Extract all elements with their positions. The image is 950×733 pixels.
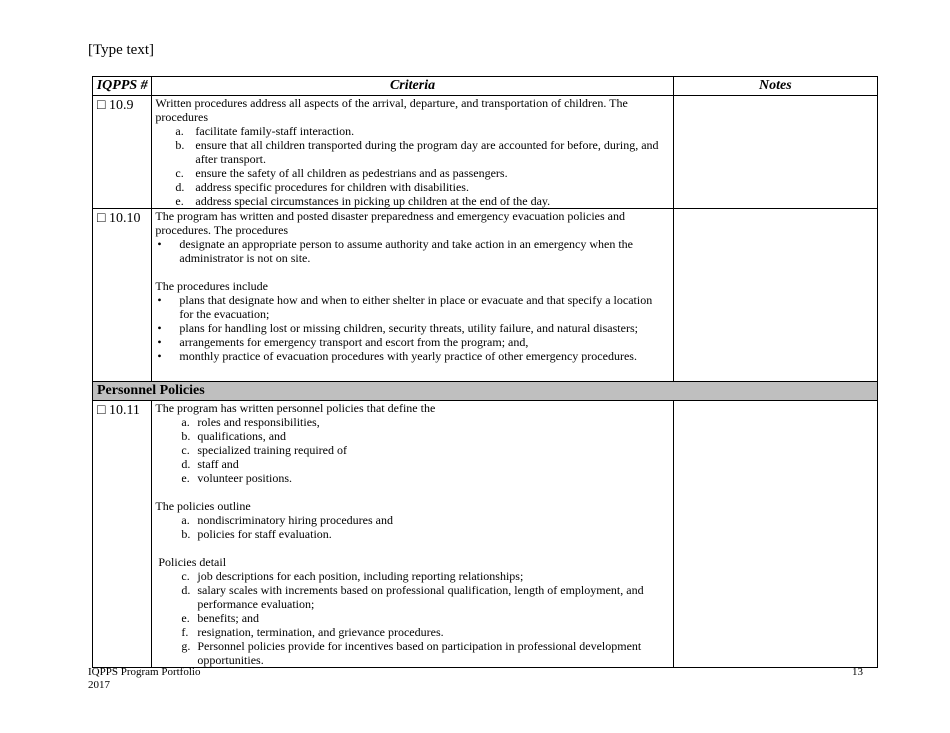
bullet-icon: • — [157, 293, 162, 307]
list-item: b. policies for staff evaluation. — [181, 527, 332, 541]
section-header-row — [93, 382, 878, 401]
criterion-subintro: The procedures include — [155, 279, 268, 293]
criterion-intro: The program has written personnel policies that define the — [155, 401, 436, 415]
bullet-icon: • — [157, 321, 162, 335]
section-title: Personnel Policies — [93, 382, 878, 401]
list-item: c. ensure the safety of all children as pedestrians and as passengers. — [175, 166, 508, 180]
criterion-id[interactable]: □ 10.11 — [93, 401, 152, 668]
list-item: a. roles and responsibilities, — [181, 415, 320, 429]
footer-title: IQPPS Program Portfolio — [88, 666, 201, 678]
list-item: d. address specific procedures for children with disabilities. — [175, 180, 469, 194]
footer-year: 2017 — [88, 679, 110, 691]
table-row — [93, 96, 878, 209]
table-row — [93, 401, 878, 668]
bullet-item: • plans that designate how and when to either shelter in place or evacuate and that specify a location for the evacuation; — [157, 293, 653, 321]
list-item: g. Personnel policies provide for incentives based on participation in professional development opportunities. — [181, 639, 642, 667]
list-item: e. address special circumstances in picking up children at the end of the day. — [175, 194, 551, 208]
criterion-id[interactable]: □ 10.9 — [93, 96, 152, 209]
criterion-id[interactable]: □ 10.10 — [93, 209, 152, 382]
page-header-text: [Type text] — [88, 42, 155, 58]
bullet-item: • designate an appropriate person to assume authority and take action in an emergency when the administrator is not on site. — [157, 237, 633, 265]
list-item: c. specialized training required of — [181, 443, 347, 457]
table-header-row — [93, 77, 878, 96]
footer-left — [88, 666, 200, 692]
criterion-text — [152, 209, 673, 382]
table-row — [93, 209, 878, 382]
bullet-item: • monthly practice of evacuation procedures with yearly practice of other emergency procedures. — [157, 349, 637, 363]
list-item: b. ensure that all children transported during the program day are accounted for before, during, and after transport. — [175, 138, 659, 166]
list-item: a. facilitate family-staff interaction. — [175, 124, 355, 138]
criterion-intro: Written procedures address all aspects of the arrival, departure, and transportation of children. The procedures — [155, 96, 628, 124]
header-iqpps: IQPPS # — [93, 77, 152, 96]
criterion-text — [152, 401, 673, 668]
list-item: e. benefits; and — [181, 611, 260, 625]
criterion-text — [152, 96, 673, 209]
header-criteria: Criteria — [152, 77, 673, 96]
criteria-table — [92, 76, 878, 668]
notes-cell[interactable] — [673, 209, 877, 382]
criterion-detail-intro: Policies detail — [158, 555, 227, 569]
header-notes: Notes — [673, 77, 877, 96]
list-item: e. volunteer positions. — [181, 471, 293, 485]
criterion-outline-intro: The policies outline — [155, 499, 251, 513]
bullet-item: • plans for handling lost or missing children, security threats, utility failure, and natural disasters; — [157, 321, 638, 335]
bullet-icon: • — [157, 237, 162, 251]
notes-cell[interactable] — [673, 96, 877, 209]
list-item: b. qualifications, and — [181, 429, 287, 443]
bullet-icon: • — [157, 349, 162, 363]
criterion-intro: The program has written and posted disaster preparedness and emergency evacuation policies and procedures. The procedures — [155, 209, 625, 237]
list-item: d. staff and — [181, 457, 239, 471]
list-item: d. salary scales with increments based on professional qualification, length of employment, and performance evaluation; — [181, 583, 644, 611]
notes-cell[interactable] — [673, 401, 877, 668]
list-item: f. resignation, termination, and grievance procedures. — [181, 625, 444, 639]
page-number: 13 — [852, 666, 863, 678]
list-item: c. job descriptions for each position, including reporting relationships; — [181, 569, 524, 583]
list-item: a. nondiscriminatory hiring procedures and — [181, 513, 393, 527]
bullet-icon: • — [157, 335, 162, 349]
bullet-item: • arrangements for emergency transport and escort from the program; and, — [157, 335, 529, 349]
